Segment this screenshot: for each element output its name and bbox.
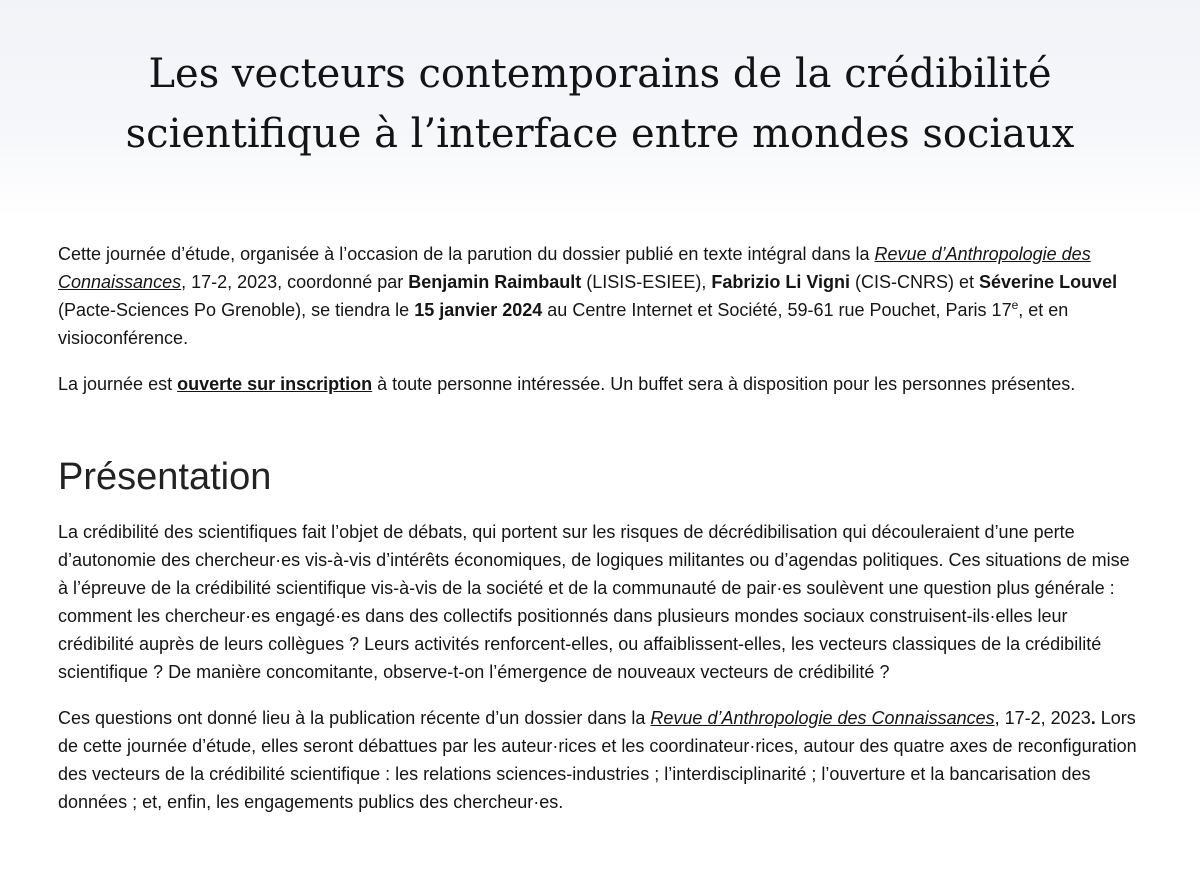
presentation-paragraph: La crédibilité des scientifiques fait l’objet de débats, qui portent sur les risques de décrédibilisation qui découleraient d’une perte d’autonomie des chercheur·es vis-à-vis d’intérêts économiques, de logiques militantes ou d’agendas politiques. Ces situations de mise à l’épreuve de la crédibilité scientifique vis-à-vis de la société et de la communauté de pair·es soulèvent une question plus générale : comment les chercheur·es engagé·es dans des collectifs positionnés dans plusieurs mondes sociaux construisent-ils·elles leur crédibilité auprès de leurs collègues ? Leurs activités renforcent-elles, ou affaiblissent-elles, les vecteurs classiques de la crédibilité scientifique ? De manière concomitante, observe-t-on l’émergence de nouveaux vecteurs de crédibilité ?: [58, 522, 1130, 682]
registration-paragraph: [58, 370, 1138, 398]
page-header: [0, 0, 1200, 218]
page-title: Les vecteurs contemporains de la crédibilité scientifique à l’interface entre mondes sociaux: [125, 51, 1075, 157]
registration-link[interactable]: ouverte sur inscription: [177, 374, 373, 394]
section-heading: Présentation: [58, 456, 272, 498]
journal-link[interactable]: Revue d’Anthropologie des Connaissances: [650, 708, 995, 728]
registration-text: La journée est: [58, 374, 178, 394]
coordinator-name: Benjamin Raimbault: [408, 272, 582, 292]
journal-link[interactable]: Revue d’Anthropologie des Connaissances: [58, 244, 1091, 292]
event-date: 15 janvier 2024: [414, 300, 543, 320]
intro-text: (CIS-CNRS) et: [850, 272, 980, 292]
intro-text: (Pacte-Sciences Po Grenoble), se tiendra le: [58, 300, 415, 320]
presentation-paragraph-2: [58, 704, 1138, 816]
article-body: [58, 240, 1138, 834]
intro-text: au Centre Internet et Société, 59-61 rue Pouchet, Paris 17: [542, 300, 1012, 320]
intro-text: Cette journée d’étude, organisée à l’occasion de la parution du dossier publié en texte intégral dans la: [58, 244, 875, 264]
intro-text: , 17-2, 2023, coordonné par: [181, 272, 409, 292]
paragraph-text: Ces questions ont donné lieu à la publication récente d’un dossier dans la: [58, 708, 651, 728]
intro-paragraph: [58, 240, 1138, 352]
paragraph-text: Lors de cette journée d’étude, elles seront débattues par les auteur·rices et les coordinateur·rices, autour des quatre axes de reconfiguration des vecteurs de la crédibilité scientifique : les relations sciences-industries ; l’interdisciplinarité ; l’ouverture et la bancarisation des données ; et, enfin, les engagements publics des chercheur·es.: [58, 708, 1137, 812]
intro-text: (LISIS-ESIEE),: [581, 272, 712, 292]
intro-text: , et en visioconférence.: [58, 300, 1069, 348]
coordinator-name: Séverine Louvel: [979, 272, 1118, 292]
registration-text: à toute personne intéressée. Un buffet sera à disposition pour les personnes présentes.: [372, 374, 1076, 394]
ordinal-superscript: e: [1011, 298, 1019, 312]
paragraph-text: .: [1090, 708, 1096, 728]
paragraph-text: , 17-2, 2023: [994, 708, 1091, 728]
coordinator-name: Fabrizio Li Vigni: [711, 272, 851, 292]
